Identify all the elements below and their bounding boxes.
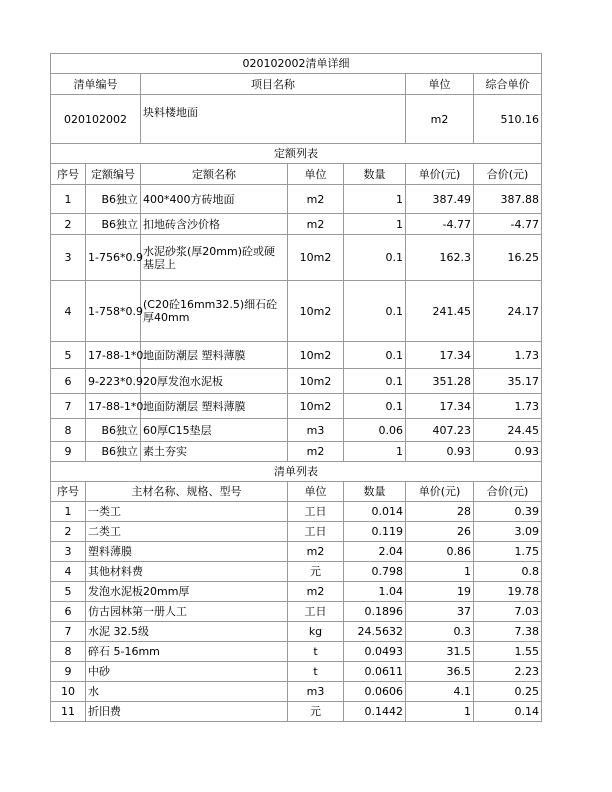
quota-code: B6独立 <box>86 214 141 235</box>
quota-unit: 10m2 <box>288 235 344 281</box>
bill-unit: m2 <box>288 582 344 602</box>
bill-row <box>51 642 542 662</box>
bill-unit: t <box>288 662 344 682</box>
bill-no: 2 <box>51 522 86 542</box>
quota-unit: 10m2 <box>288 281 344 342</box>
name-header: 项目名称 <box>141 74 406 95</box>
code-header: 清单编号 <box>51 74 141 95</box>
quota-col-code: 定额编号 <box>86 164 141 185</box>
bill-unit: kg <box>288 622 344 642</box>
bill-no: 4 <box>51 562 86 582</box>
bill-name: 中砂 <box>86 662 288 682</box>
quota-col-no: 序号 <box>51 164 86 185</box>
quota-name: 20厚发泡水泥板 <box>141 369 288 394</box>
bill-row <box>51 562 542 582</box>
header-row <box>51 74 542 95</box>
quota-name: 地面防潮层 塑料薄膜 <box>141 394 288 419</box>
quota-code: B6独立 <box>86 419 141 442</box>
bill-col-unit: 单位 <box>288 482 344 502</box>
quota-qty: 0.1 <box>344 235 406 281</box>
quota-total: 35.17 <box>474 369 542 394</box>
bill-qty: 2.04 <box>344 542 406 562</box>
bill-total: 3.09 <box>474 522 542 542</box>
bill-price: 0.86 <box>406 542 474 562</box>
bill-price: 0.3 <box>406 622 474 642</box>
quota-no: 7 <box>51 394 86 419</box>
bill-no: 1 <box>51 502 86 522</box>
quota-unit: 10m2 <box>288 394 344 419</box>
bill-price: 1 <box>406 562 474 582</box>
quota-unit: 10m2 <box>288 369 344 394</box>
quota-no: 2 <box>51 214 86 235</box>
quota-no: 3 <box>51 235 86 281</box>
bill-qty: 1.04 <box>344 582 406 602</box>
quota-no: 6 <box>51 369 86 394</box>
quota-total: 24.17 <box>474 281 542 342</box>
bill-qty: 0.0493 <box>344 642 406 662</box>
quota-qty: 0.1 <box>344 369 406 394</box>
bill-total: 0.25 <box>474 682 542 702</box>
bill-name: 水 <box>86 682 288 702</box>
quota-name: 扣地砖含沙价格 <box>141 214 288 235</box>
quota-total: 1.73 <box>474 394 542 419</box>
quota-unit: m2 <box>288 214 344 235</box>
quota-no: 8 <box>51 419 86 442</box>
quota-name: 水泥砂浆(厚20mm)砼或硬基层上 <box>141 235 288 281</box>
unit-header: 单位 <box>406 74 474 95</box>
title-row <box>51 54 542 74</box>
quota-qty: 0.1 <box>344 342 406 369</box>
bill-price: 31.5 <box>406 642 474 662</box>
bill-row <box>51 502 542 522</box>
quota-unit: m3 <box>288 419 344 442</box>
bill-row <box>51 582 542 602</box>
bill-name: 水泥 32.5级 <box>86 622 288 642</box>
item-row <box>51 95 542 144</box>
bill-unit: m3 <box>288 682 344 702</box>
bill-no: 3 <box>51 542 86 562</box>
bill-col-name: 主材名称、规格、型号 <box>86 482 288 502</box>
quota-col-total: 合价(元) <box>474 164 542 185</box>
bill-row <box>51 662 542 682</box>
quota-price: 17.34 <box>406 394 474 419</box>
bill-row <box>51 602 542 622</box>
bill-qty: 0.798 <box>344 562 406 582</box>
quota-total: 387.88 <box>474 185 542 214</box>
quota-name: (C20砼16mm32.5)细石砼厚40mm <box>141 281 288 342</box>
page-title: 020102002清单详细 <box>51 54 542 74</box>
bill-qty: 0.0606 <box>344 682 406 702</box>
bill-total: 7.03 <box>474 602 542 622</box>
item-name: 块料楼地面 <box>141 95 406 144</box>
quota-total: -4.77 <box>474 214 542 235</box>
quota-row <box>51 342 542 369</box>
bill-unit: 元 <box>288 702 344 722</box>
quota-code: B6独立 <box>86 442 141 462</box>
quota-name: 60厚C15垫层 <box>141 419 288 442</box>
quota-row <box>51 185 542 214</box>
quota-qty: 0.1 <box>344 394 406 419</box>
quota-price: 387.49 <box>406 185 474 214</box>
quota-code: 1-758*0.9 <box>86 281 141 342</box>
bill-qty: 0.014 <box>344 502 406 522</box>
quota-row <box>51 214 542 235</box>
item-unit: m2 <box>406 95 474 144</box>
bill-row <box>51 542 542 562</box>
quota-col-price: 单价(元) <box>406 164 474 185</box>
bill-col-no: 序号 <box>51 482 86 502</box>
quota-name: 400*400方砖地面 <box>141 185 288 214</box>
price-header: 综合单价 <box>474 74 542 95</box>
bill-no: 8 <box>51 642 86 662</box>
bill-price: 26 <box>406 522 474 542</box>
quota-col-unit: 单位 <box>288 164 344 185</box>
quota-code: 9-223*0.9 <box>86 369 141 394</box>
bill-no: 10 <box>51 682 86 702</box>
bill-qty: 0.0611 <box>344 662 406 682</box>
bill-name: 仿古园林第一册人工 <box>86 602 288 622</box>
quota-price: -4.77 <box>406 214 474 235</box>
quota-unit: m2 <box>288 185 344 214</box>
quota-price: 162.3 <box>406 235 474 281</box>
quota-no: 4 <box>51 281 86 342</box>
quota-qty: 0.1 <box>344 281 406 342</box>
bill-no: 11 <box>51 702 86 722</box>
quota-price: 407.23 <box>406 419 474 442</box>
quota-qty: 0.06 <box>344 419 406 442</box>
bill-col-price: 单价(元) <box>406 482 474 502</box>
quota-name: 地面防潮层 塑料薄膜 <box>141 342 288 369</box>
bill-section-row <box>51 462 542 482</box>
quota-code: 17-88-1*0. <box>86 394 141 419</box>
quota-no: 9 <box>51 442 86 462</box>
quota-row <box>51 394 542 419</box>
item-code: 020102002 <box>51 95 141 144</box>
bill-col-total: 合价(元) <box>474 482 542 502</box>
quota-code: B6独立 <box>86 185 141 214</box>
bill-row <box>51 522 542 542</box>
quota-price: 241.45 <box>406 281 474 342</box>
quota-qty: 1 <box>344 214 406 235</box>
quota-col-name: 定额名称 <box>141 164 288 185</box>
bill-price: 36.5 <box>406 662 474 682</box>
bill-unit: 工日 <box>288 522 344 542</box>
quota-total: 0.93 <box>474 442 542 462</box>
bill-total: 2.23 <box>474 662 542 682</box>
bill-price: 37 <box>406 602 474 622</box>
bill-total: 0.39 <box>474 502 542 522</box>
bill-no: 9 <box>51 662 86 682</box>
bill-no: 5 <box>51 582 86 602</box>
bill-name: 塑料薄膜 <box>86 542 288 562</box>
bill-total: 19.78 <box>474 582 542 602</box>
bill-total: 7.38 <box>474 622 542 642</box>
bill-unit: 元 <box>288 562 344 582</box>
quota-total: 1.73 <box>474 342 542 369</box>
bill-name: 碎石 5-16mm <box>86 642 288 662</box>
bill-total: 1.75 <box>474 542 542 562</box>
bill-total: 1.55 <box>474 642 542 662</box>
bill-col-qty: 数量 <box>344 482 406 502</box>
bill-name: 一类工 <box>86 502 288 522</box>
quota-row <box>51 281 542 342</box>
bill-row <box>51 702 542 722</box>
quota-row <box>51 442 542 462</box>
quota-code: 1-756*0.9 <box>86 235 141 281</box>
quota-name: 素土夯实 <box>141 442 288 462</box>
bill-qty: 24.5632 <box>344 622 406 642</box>
bill-qty: 0.119 <box>344 522 406 542</box>
quota-qty: 1 <box>344 442 406 462</box>
quota-price: 17.34 <box>406 342 474 369</box>
bill-row <box>51 622 542 642</box>
quota-row <box>51 419 542 442</box>
quota-qty: 1 <box>344 185 406 214</box>
bill-price: 19 <box>406 582 474 602</box>
bill-unit: 工日 <box>288 602 344 622</box>
quota-col-qty: 数量 <box>344 164 406 185</box>
bill-row <box>51 682 542 702</box>
bill-total: 0.14 <box>474 702 542 722</box>
quota-unit: 10m2 <box>288 342 344 369</box>
bill-name: 折旧费 <box>86 702 288 722</box>
quota-row <box>51 235 542 281</box>
bill-name: 二类工 <box>86 522 288 542</box>
quota-section-row <box>51 144 542 164</box>
quota-row <box>51 369 542 394</box>
bill-price: 28 <box>406 502 474 522</box>
bill-column-header-row <box>51 482 542 502</box>
bill-price: 1 <box>406 702 474 722</box>
bill-name: 其他材料费 <box>86 562 288 582</box>
bill-unit: t <box>288 642 344 662</box>
bill-total: 0.8 <box>474 562 542 582</box>
quota-price: 0.93 <box>406 442 474 462</box>
quota-column-header-row <box>51 164 542 185</box>
item-price: 510.16 <box>474 95 542 144</box>
bill-no: 6 <box>51 602 86 622</box>
quota-no: 1 <box>51 185 86 214</box>
quota-no: 5 <box>51 342 86 369</box>
bill-unit: m2 <box>288 542 344 562</box>
quota-section-title: 定额列表 <box>51 144 542 164</box>
bill-detail-table <box>50 53 542 722</box>
bill-price: 4.1 <box>406 682 474 702</box>
bill-qty: 0.1442 <box>344 702 406 722</box>
bill-unit: 工日 <box>288 502 344 522</box>
quota-price: 351.28 <box>406 369 474 394</box>
quota-code: 17-88-1*0. <box>86 342 141 369</box>
quota-total: 24.45 <box>474 419 542 442</box>
quota-unit: m2 <box>288 442 344 462</box>
quota-total: 16.25 <box>474 235 542 281</box>
bill-name: 发泡水泥板20mm厚 <box>86 582 288 602</box>
bill-qty: 0.1896 <box>344 602 406 622</box>
bill-section-title: 清单列表 <box>51 462 542 482</box>
bill-no: 7 <box>51 622 86 642</box>
